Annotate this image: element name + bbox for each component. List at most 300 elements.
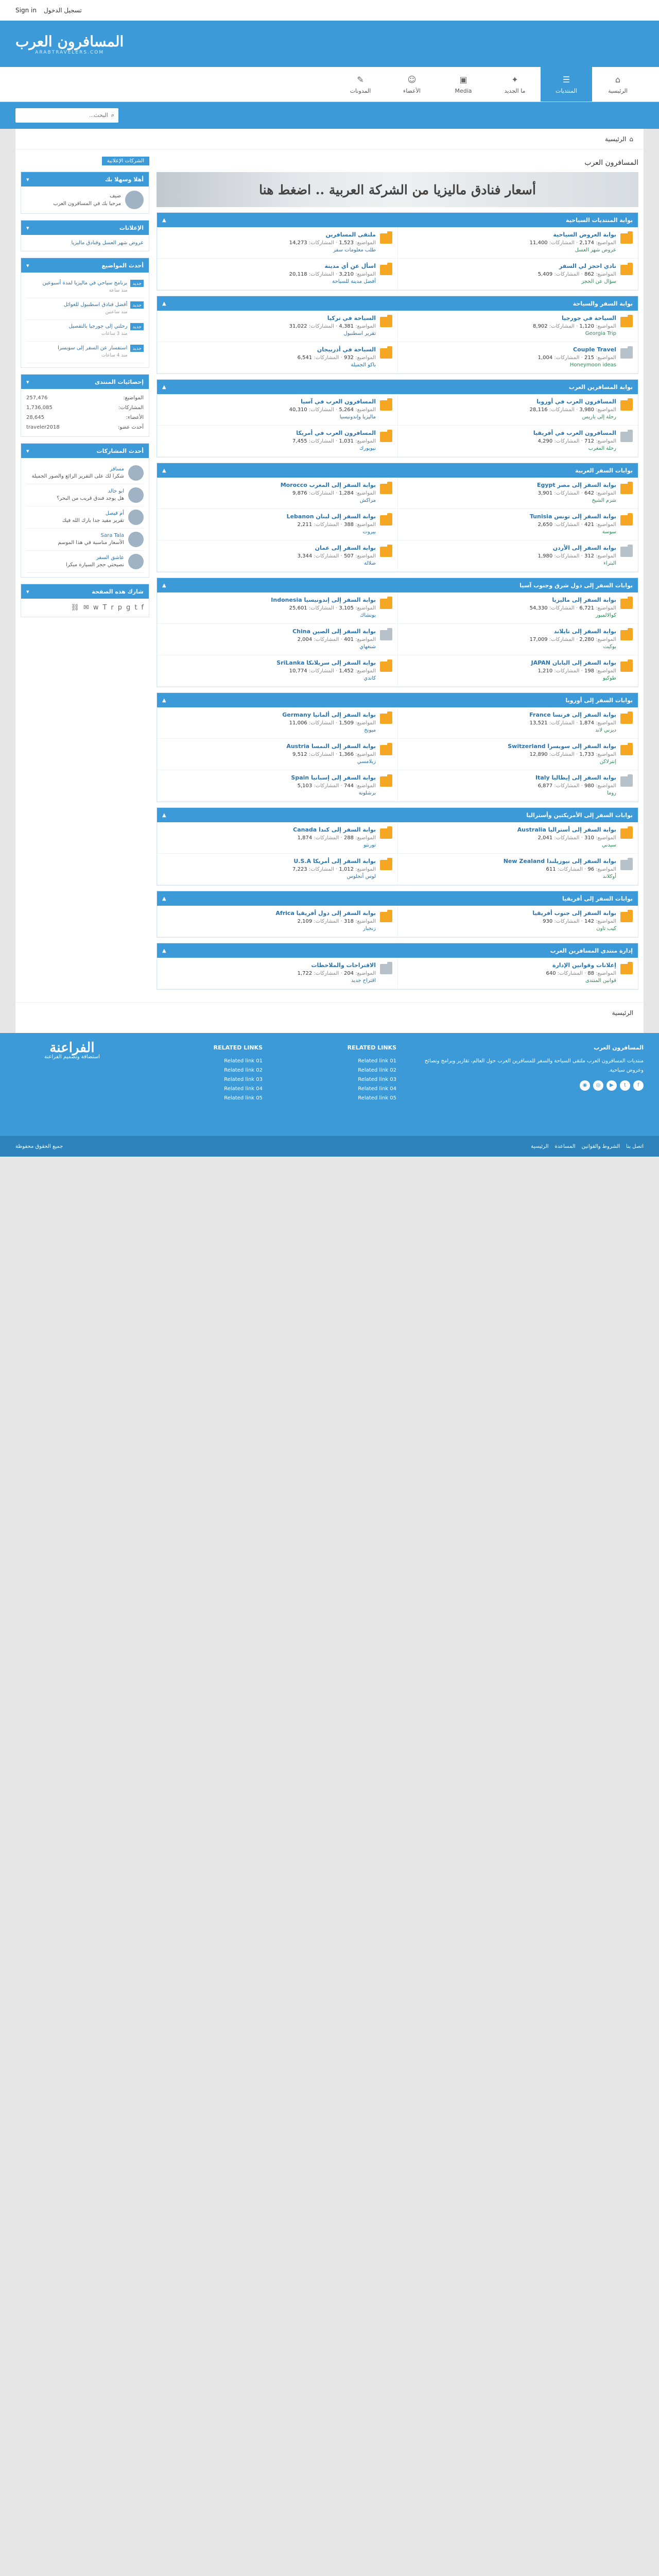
reddit-icon[interactable]: r <box>111 604 114 612</box>
copyright-link[interactable]: اتصل بنا <box>626 1143 644 1149</box>
post-text: هل يوجد فندق قريب من البحر؟ <box>57 496 124 501</box>
search-input[interactable] <box>20 112 108 118</box>
forum-category <box>157 463 638 572</box>
last-post-link[interactable]: عروض شهر العسل <box>575 247 616 253</box>
folder-icon <box>620 964 633 974</box>
nav-home[interactable] <box>592 67 644 101</box>
stat-label: الأعضاء: <box>126 415 144 420</box>
forum-body <box>403 711 616 734</box>
footer-link[interactable]: Related link 01 <box>358 1058 396 1064</box>
category-title: بوابة المسافرين العرب <box>569 383 633 391</box>
collapse-icon[interactable]: ▲ <box>162 300 166 307</box>
last-post-link[interactable]: صلالة <box>364 561 376 566</box>
posts-count: 20,118 <box>289 272 307 277</box>
posts-label: المشاركات: <box>314 783 339 789</box>
link-icon[interactable]: ⛓ <box>71 604 79 612</box>
forum-stats: المواضيع: 2,174 · المشاركات: 11,400 <box>529 240 616 246</box>
threads-count: 1,733 <box>579 752 595 757</box>
forum-title[interactable]: ملتقى المسافرين <box>325 231 376 238</box>
collapse-icon[interactable]: ▲ <box>162 697 166 703</box>
latest-thread-title[interactable]: رحلتي إلى جورجيا بالتفصيل <box>68 324 128 329</box>
forum-title[interactable]: المسافرون العرب في آسيا <box>301 398 376 405</box>
forum-row[interactable] <box>397 342 638 374</box>
post-text: تقرير مفيد جدا بارك الله فيك <box>62 518 124 523</box>
post-item[interactable] <box>26 462 144 484</box>
twitter-icon[interactable]: t <box>620 1080 630 1091</box>
last-post-link[interactable]: تقرير اسطنبول <box>343 331 376 336</box>
threads-count: 1,120 <box>579 324 595 329</box>
posts-count: 17,009 <box>529 637 548 642</box>
forum-body <box>403 346 616 369</box>
forum-row[interactable] <box>157 906 397 937</box>
email-icon[interactable]: ✉ <box>83 604 89 612</box>
last-post-link[interactable]: شرم الشيخ <box>592 498 616 503</box>
whatsapp-icon[interactable]: w <box>93 604 99 612</box>
last-post-link[interactable]: سؤال عن الحجز <box>581 279 616 284</box>
forum-body <box>403 962 616 985</box>
threads-label: المواضيع: <box>596 438 616 444</box>
forum-row[interactable] <box>157 822 397 854</box>
last-post-link[interactable]: تورنتو <box>363 842 376 848</box>
footer-link[interactable]: Related link 02 <box>224 1067 263 1073</box>
forum-row[interactable] <box>397 478 638 509</box>
post-author[interactable]: Sara Tala <box>100 533 124 538</box>
google-plus-icon[interactable]: g <box>126 604 131 612</box>
collapse-icon[interactable]: ▲ <box>162 895 166 902</box>
forum-row[interactable] <box>397 227 638 259</box>
last-post-link[interactable]: أوكلاند <box>602 874 616 879</box>
post-body <box>62 510 124 525</box>
last-post-link[interactable]: لوس أنجلوس <box>346 874 376 879</box>
last-post-link[interactable]: باكو الجميلة <box>351 362 376 368</box>
copyright-link[interactable]: المساعدة <box>554 1143 576 1149</box>
forum-title[interactable]: بوابة السفر إلى ألمانيا Germany <box>282 711 376 718</box>
ad-banner[interactable] <box>157 172 638 207</box>
sign-in-link[interactable]: Sign in <box>15 7 37 14</box>
toggle-icon[interactable]: ▾ <box>26 176 29 183</box>
nav-blogs[interactable] <box>335 67 386 101</box>
forum-title[interactable]: الاقتراحات والملاحظات <box>311 962 376 969</box>
forum-body <box>403 659 616 682</box>
last-post-link[interactable]: مراكش <box>359 498 376 503</box>
avatar[interactable] <box>128 510 144 525</box>
threads-label: المواضيع: <box>596 752 616 757</box>
avatar[interactable] <box>128 532 144 547</box>
forum-title[interactable]: المسافرون العرب في أفريقيا <box>533 430 616 436</box>
forum-stats: المواضيع: 312 · المشاركات: 1,980 <box>537 553 616 559</box>
site-header <box>0 21 659 67</box>
forum-row[interactable] <box>157 509 397 540</box>
posts-count: 2,109 <box>297 919 313 924</box>
forum-stats: المواضيع: 980 · المشاركات: 6,877 <box>537 783 616 789</box>
forum-row[interactable] <box>397 707 638 739</box>
facebook-icon[interactable]: f <box>633 1080 644 1091</box>
forum-stats: المواضيع: 142 · المشاركات: 930 <box>543 919 616 924</box>
latest-thread-title[interactable]: أفضل فنادق اسطنبول للعوائل <box>63 302 128 308</box>
folder-icon <box>620 745 633 755</box>
forum-title[interactable]: السياحة في أذربيجان <box>317 346 376 353</box>
forum-row[interactable] <box>157 958 397 989</box>
forum-title[interactable]: بوابة السفر إلى لبنان Lebanon <box>286 513 376 520</box>
facebook-icon[interactable]: f <box>141 604 144 612</box>
threads-count: 1,523 <box>339 240 354 246</box>
category-header[interactable] <box>157 808 638 822</box>
ads-pill[interactable]: الشركات الإعلانية <box>102 157 149 165</box>
forum-row[interactable] <box>397 540 638 572</box>
toggle-icon[interactable]: ▾ <box>26 588 29 595</box>
last-post-link[interactable]: زيلامسي <box>357 759 376 765</box>
forum-body <box>403 628 616 651</box>
forum-title[interactable]: بوابة السفر إلى ماليزيا <box>552 597 616 603</box>
forum-body <box>163 231 376 254</box>
threads-label: المواضيع: <box>355 438 376 444</box>
forum-row[interactable] <box>157 624 397 655</box>
last-post-link[interactable]: بونشاك <box>360 613 376 618</box>
folder-icon <box>620 547 633 557</box>
forum-title[interactable]: المسافرون العرب في أمريكا <box>296 430 376 436</box>
collapse-icon[interactable]: ▲ <box>162 384 166 390</box>
collapse-icon[interactable]: ▲ <box>162 947 166 954</box>
forum-row[interactable] <box>397 426 638 457</box>
last-post-link[interactable]: زنجبار <box>363 926 376 931</box>
footer-link[interactable]: Related link 03 <box>358 1077 396 1082</box>
site-logo[interactable] <box>15 33 124 55</box>
forum-title[interactable]: بوابة السفر إلى فرنسا France <box>529 711 616 718</box>
notice-link[interactable]: عروض شهر العسل وفنادق ماليزيا <box>71 240 144 246</box>
last-post-link[interactable]: بيروت <box>362 529 376 535</box>
forum-row[interactable] <box>397 311 638 342</box>
new-badge: جديد <box>130 301 144 309</box>
copyright-link[interactable]: الشروط والقوانين <box>581 1143 620 1149</box>
last-post-link[interactable]: بوكيت <box>603 644 616 650</box>
collapse-icon[interactable]: ▲ <box>162 467 166 473</box>
post-author[interactable]: أم فيصل <box>105 511 124 516</box>
posts-count: 1,722 <box>297 971 313 976</box>
posts-label: المشاركات: <box>554 438 580 444</box>
forum-row[interactable] <box>157 259 397 290</box>
nav-label: الأعضاء <box>403 87 421 94</box>
avatar[interactable] <box>128 465 144 481</box>
posts-count: 2,650 <box>537 522 553 528</box>
last-post-link[interactable]: روما <box>606 790 616 796</box>
register-link[interactable]: تسجيل الدخول <box>43 7 82 14</box>
forum-stats: المواضيع: 4,381 · المشاركات: 31,022 <box>289 324 376 329</box>
category-header[interactable] <box>157 693 638 707</box>
youtube-icon[interactable]: ▶ <box>606 1080 617 1091</box>
home-icon[interactable]: ⌂ <box>629 135 633 143</box>
threads-label: المواضيع: <box>355 605 376 611</box>
forum-title[interactable]: بوابة السفر إلى سريلانكا SriLanka <box>276 659 376 666</box>
posts-label: المشاركات: <box>314 971 339 976</box>
forum-row[interactable] <box>157 342 397 374</box>
threads-label: المواضيع: <box>355 355 376 361</box>
stat-value: 257,476 <box>26 395 48 401</box>
post-item[interactable] <box>26 551 144 573</box>
posts-label: المشاركات: <box>308 272 334 277</box>
category-header[interactable] <box>157 463 638 478</box>
forum-row[interactable] <box>397 624 638 655</box>
forum-title[interactable]: بوابة السفر إلى جنوب أفريقيا <box>532 910 616 917</box>
threads-label: المواضيع: <box>355 240 376 246</box>
posts-label: المشاركات: <box>554 522 580 528</box>
nav-forums[interactable] <box>541 67 592 101</box>
forum-row[interactable] <box>157 311 397 342</box>
forum-row[interactable] <box>157 540 397 572</box>
post-author[interactable]: عاشق السفر <box>96 555 124 561</box>
forum-title[interactable]: المسافرون العرب في أوروبا <box>536 398 616 405</box>
folder-icon <box>620 630 633 640</box>
nav-members[interactable] <box>386 67 438 101</box>
forum-title[interactable]: إعلانات وقوانين الإدارة <box>552 962 616 969</box>
nav-media[interactable] <box>438 67 489 101</box>
footer-link[interactable]: Related link 05 <box>358 1095 396 1101</box>
category-header[interactable] <box>157 380 638 394</box>
footer-link[interactable]: Related link 04 <box>224 1086 263 1092</box>
forum-row[interactable] <box>397 509 638 540</box>
last-post-link[interactable]: سوسة <box>602 529 616 535</box>
last-post-link[interactable]: ديزني لاند <box>595 727 616 733</box>
forum-title[interactable]: بوابة السفر إلى كندا Canada <box>293 826 376 833</box>
last-post-link[interactable]: كوالالمبور <box>595 613 616 618</box>
last-post-link[interactable]: نيويورك <box>359 446 376 451</box>
forum-row[interactable] <box>157 739 397 770</box>
category-title: بوابات السفر إلى أفريقيا <box>562 895 633 902</box>
forum-title[interactable]: بوابة السفر إلى إندونيسيا Indonesia <box>271 597 376 603</box>
forum-row[interactable] <box>157 655 397 687</box>
post-item[interactable] <box>26 506 144 529</box>
category-header[interactable] <box>157 891 638 906</box>
last-post-link[interactable]: Honeymoon ideas <box>569 362 616 368</box>
whats-new-icon: ✦ <box>511 74 518 84</box>
forum-body <box>163 315 376 337</box>
search-icon[interactable]: ⌕ <box>111 112 114 118</box>
folder-icon <box>620 432 633 442</box>
last-post-link[interactable]: ماليزيا وإندونيسيا <box>339 414 376 420</box>
category-title: بوابات السفر إلى دول شرق وجنوب آسيا <box>519 582 633 589</box>
latest-thread-title[interactable]: برنامج سياحي في ماليزيا لمدة أسبوعين <box>42 280 128 286</box>
last-post-link[interactable]: البتراء <box>603 561 616 566</box>
last-post-link[interactable]: رحلة المغرب <box>588 446 616 451</box>
threads-label: المواضيع: <box>596 490 616 496</box>
category-header[interactable] <box>157 213 638 227</box>
forum-row[interactable] <box>397 906 638 937</box>
nav-label: الرئيسية <box>608 87 628 94</box>
last-post-link[interactable]: اقتراح جديد <box>351 978 376 984</box>
forum-grid <box>157 394 638 457</box>
threads-label: المواضيع: <box>355 971 376 976</box>
forum-row[interactable] <box>157 770 397 802</box>
main-nav <box>0 67 659 102</box>
forum-title[interactable]: Couple Travel <box>573 346 616 353</box>
posts-count: 8,902 <box>533 324 548 329</box>
forum-title[interactable]: بوابة السفر إلى سويسرا Switzerland <box>508 743 616 750</box>
breadcrumb-home[interactable]: الرئيسية <box>605 135 627 143</box>
forum-row[interactable] <box>157 394 397 426</box>
post-text: نصيحتي حجز السيارة مبكرا <box>65 562 124 568</box>
twitter-icon[interactable]: t <box>134 604 137 612</box>
forum-title[interactable]: بوابة السفر إلى تايلاند <box>553 628 616 635</box>
forum-row[interactable] <box>397 822 638 854</box>
forum-title[interactable]: بوابة السفر إلى نيوزيلندا New Zealand <box>503 858 616 865</box>
forum-title[interactable]: بوابة السفر إلى أمريكا U.S.A <box>293 858 376 865</box>
forum-body <box>163 910 376 933</box>
category-header[interactable] <box>157 296 638 311</box>
posts-label: المشاركات: <box>308 240 334 246</box>
latest-thread-body <box>42 280 127 295</box>
hosting-logo[interactable]: الفراعنة <box>49 1040 95 1056</box>
forum-row[interactable] <box>397 655 638 687</box>
forum-title[interactable]: بوابة السفر إلى المغرب Morocco <box>280 482 376 488</box>
forum-stats: المواضيع: 288 · المشاركات: 1,874 <box>297 835 376 841</box>
forum-row[interactable] <box>157 227 397 259</box>
forum-row[interactable] <box>157 426 397 457</box>
copyright-link[interactable]: الرئيسية <box>531 1143 549 1149</box>
forum-title[interactable]: السياحة في جورجيا <box>561 315 616 321</box>
post-item[interactable] <box>26 529 144 551</box>
forum-stats: المواضيع: 1,366 · المشاركات: 9,512 <box>292 752 376 757</box>
folder-icon <box>380 860 392 870</box>
toggle-icon[interactable]: ▾ <box>26 262 29 269</box>
forum-row[interactable] <box>397 958 638 989</box>
breadcrumb-home[interactable]: الرئيسية <box>612 1009 633 1016</box>
forum-row[interactable] <box>397 854 638 885</box>
nav-whats-new[interactable] <box>489 67 541 101</box>
folder-icon <box>380 964 392 974</box>
latest-thread-title[interactable]: استفسار عن السفر إلى سويسرا <box>58 345 128 351</box>
forum-row[interactable] <box>397 592 638 624</box>
avatar[interactable] <box>128 554 144 569</box>
latest-thread[interactable] <box>26 298 144 320</box>
forum-stats: المواضيع: 862 · المشاركات: 5,409 <box>537 272 616 277</box>
posts-label: المشاركات: <box>549 407 575 413</box>
footer-link[interactable]: Related link 01 <box>224 1058 263 1064</box>
category-title: إدارة منتدى المسافرين العرب <box>550 947 633 954</box>
forum-title[interactable]: بوابة السفر إلى عمان <box>315 545 376 551</box>
forum-stats: المواضيع: 744 · المشاركات: 5,103 <box>297 783 376 789</box>
last-post-link[interactable]: طوكيو <box>602 675 616 681</box>
last-post-link[interactable]: كاندي <box>363 675 376 681</box>
post-author[interactable]: مسافر <box>110 466 124 472</box>
threads-count: 288 <box>343 835 354 841</box>
instagram-icon[interactable]: ◎ <box>593 1080 603 1091</box>
forum-title[interactable]: بوابة السفر إلى النمسا Austria <box>286 743 376 750</box>
forum-title[interactable]: بوابة السفر إلى مصر Egypt <box>537 482 616 488</box>
footer-link[interactable]: Related link 02 <box>358 1067 396 1073</box>
posts-count: 640 <box>546 971 556 976</box>
forum-row[interactable] <box>157 592 397 624</box>
last-post-link[interactable]: طلب معلومات سفر <box>333 247 376 253</box>
forum-title[interactable]: نادي احجز لي السفر <box>559 263 616 269</box>
forum-category <box>157 379 638 457</box>
post-item[interactable] <box>26 484 144 506</box>
last-post-link[interactable]: شنغهاي <box>359 644 376 650</box>
threads-count: 1,284 <box>339 490 354 496</box>
toggle-icon[interactable]: ▾ <box>26 378 29 385</box>
stats-title: إحصائيات المنتدى <box>95 378 144 385</box>
latest-thread[interactable] <box>26 342 144 363</box>
forum-title[interactable]: السياحة في تركيا <box>327 315 376 321</box>
last-post-link[interactable]: أفضل مدينة للسياحة <box>332 279 376 284</box>
forum-stats: المواضيع: 310 · المشاركات: 2,041 <box>537 835 616 841</box>
last-post-link[interactable]: قوانين المنتدى <box>585 978 616 984</box>
forum-title[interactable]: بوابة السفر إلى إسبانيا Spain <box>291 774 376 781</box>
forum-row[interactable] <box>157 478 397 509</box>
post-author[interactable]: ابو خالد <box>108 488 124 494</box>
toggle-icon[interactable]: ▾ <box>26 224 29 231</box>
nav-label: Media <box>455 87 472 94</box>
forum-row[interactable] <box>397 259 638 290</box>
latest-thread[interactable] <box>26 320 144 342</box>
footer-link[interactable]: Related link 03 <box>224 1077 263 1082</box>
threads-count: 142 <box>584 919 595 924</box>
forum-title[interactable]: بوابة السفر إلى اليابان JAPAN <box>531 659 616 666</box>
posts-label: المشاركات: <box>549 752 575 757</box>
last-post-link[interactable]: رحلة إلى باريس <box>582 414 616 420</box>
tumblr-icon[interactable]: T <box>102 604 107 612</box>
last-post-link[interactable]: إنترلاكن <box>599 759 616 765</box>
last-post-link[interactable]: Georgia Trip <box>585 331 616 336</box>
forum-title[interactable]: بوابة السفر إلى إيطاليا Italy <box>535 774 616 781</box>
last-post-link[interactable]: برشلونة <box>358 790 376 796</box>
latest-thread[interactable] <box>26 277 144 298</box>
avatar[interactable] <box>125 191 144 209</box>
posts-count: 5,103 <box>297 783 313 789</box>
forum-row[interactable] <box>397 739 638 770</box>
forum-row[interactable] <box>157 707 397 739</box>
pinterest-icon[interactable]: p <box>117 604 123 612</box>
forum-title[interactable]: بوابة السفر إلى تونس Tunisia <box>530 513 616 520</box>
last-post-link[interactable]: ميونخ <box>364 727 376 733</box>
forum-title[interactable]: بوابة السفر إلى الصين China <box>292 628 376 635</box>
latest-thread-time: منذ 4 ساعات <box>101 353 128 358</box>
folder-icon <box>380 317 392 327</box>
forum-title[interactable]: بوابة السفر إلى دول أفريقيا Africa <box>275 910 376 917</box>
footer-link[interactable]: Related link 04 <box>358 1086 396 1092</box>
threads-count: 744 <box>343 783 354 789</box>
threads-count: 2,280 <box>579 637 595 642</box>
threads-label: المواضيع: <box>596 324 616 329</box>
folder-icon <box>380 233 392 244</box>
posts-count: 40,310 <box>289 407 307 413</box>
collapse-icon[interactable]: ▲ <box>162 582 166 588</box>
footer-link[interactable]: Related link 05 <box>224 1095 263 1101</box>
collapse-icon[interactable]: ▲ <box>162 217 166 223</box>
forum-body <box>163 513 376 536</box>
forum-row[interactable] <box>397 770 638 802</box>
posts-label: المشاركات: <box>554 553 580 559</box>
posts-count: 31,022 <box>289 324 307 329</box>
forum-title[interactable]: بوابة العروض السياحية <box>553 231 616 238</box>
category-header[interactable] <box>157 943 638 958</box>
stat-row <box>26 403 144 413</box>
collapse-icon[interactable]: ▲ <box>162 812 166 818</box>
category-header[interactable] <box>157 578 638 592</box>
toggle-icon[interactable]: ▾ <box>26 447 29 454</box>
forum-title[interactable]: بوابة السفر إلى أستراليا Australia <box>517 826 616 833</box>
posts-label: المشاركات: <box>557 867 583 872</box>
posts-count: 611 <box>546 867 556 872</box>
rss-icon[interactable]: ◉ <box>580 1080 590 1091</box>
last-post-link[interactable]: سيدني <box>602 842 616 848</box>
last-post-link[interactable]: كيب تاون <box>596 926 616 931</box>
avatar[interactable] <box>128 487 144 503</box>
forum-title[interactable]: بوابة السفر إلى الأردن <box>552 545 616 551</box>
forum-row[interactable] <box>157 854 397 885</box>
site-footer <box>0 1033 659 1136</box>
forum-title[interactable]: اسأل عن أي مدينة <box>324 263 376 269</box>
forum-body <box>403 430 616 452</box>
forum-row[interactable] <box>397 394 638 426</box>
